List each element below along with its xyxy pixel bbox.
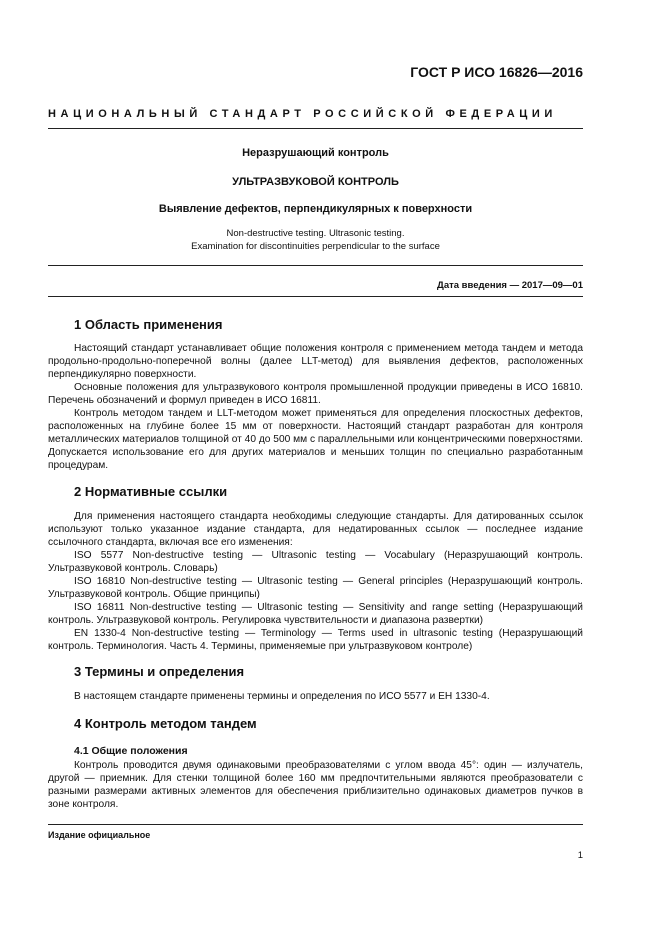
header-rule bbox=[48, 128, 583, 129]
edition-label: Издание официальное bbox=[48, 830, 151, 840]
reference-item: ISO 16811 Non-destructive testing — Ultrasonic testing — Sensitivity and range setting (Неразрушающий контроль. Ультразвуковой контроль. Регулировка чувствительности и диапазона развертки) bbox=[48, 602, 583, 626]
page-number: 1 bbox=[577, 850, 583, 861]
section-2-body bbox=[48, 510, 583, 653]
date-rule bbox=[48, 296, 583, 297]
title-line-3: Выявление дефектов, перпендикулярных к поверхности bbox=[158, 203, 473, 215]
paragraph: Для применения настоящего стандарта необходимы следующие стандарты. Для датированных ссылок используют только указанное издание стандарта, для недатированных ссылок — последнее издание ссылочного стандарта, включая все его изменения: bbox=[48, 511, 583, 548]
paragraph: Контроль проводится двумя одинаковыми преобразователями с углом ввода 45°: один — излучатель, другой — приемник. Для стенки толщиной более 160 мм предпочтительными являются преобразователи с разными размерами активных элементов для обеспечения приблизительно одинаковых диаметров пучков в зоне контроля. bbox=[48, 760, 583, 810]
paragraph: Контроль методом тандем и LLT-методом может применяться для определения плоскостных дефектов, расположенных на глубине более 15 мм от поверхности. Настоящий стандарт разработан для контроля металлических материалов толщиной от 40 до 500 мм с параллельными или концентрическими поверхностями. Допускается использование его для других материалов и меньших толщин по специально разработанным процедурам. bbox=[48, 408, 584, 471]
national-standard-banner: НАЦИОНАЛЬНЫЙ СТАНДАРТ РОССИЙСКОЙ ФЕДЕРАЦИИ bbox=[48, 108, 557, 120]
english-title-line-2: Examination for discontinuities perpendicular to the surface bbox=[191, 241, 440, 252]
title-line-1: Неразрушающий контроль bbox=[242, 147, 389, 159]
paragraph: Настоящий стандарт устанавливает общие положения контроля с применением метода тандем и метода продольно-продольно-поперечной волны (далее LLT-метод) для выявления дефектов, расположенных перпендикулярно поверхности. bbox=[48, 343, 583, 380]
footer-rule bbox=[48, 824, 583, 825]
introduction-date: Дата введения — 2017—09—01 bbox=[437, 280, 583, 291]
title-rule bbox=[48, 265, 583, 266]
document-number: ГОСТ Р ИСО 16826—2016 bbox=[410, 64, 583, 80]
subsection-4-1-heading: 4.1 Общие положения bbox=[74, 745, 188, 757]
reference-item: ISO 5577 Non-destructive testing — Ultrasonic testing — Vocabulary (Неразрушающий контроль. Ультразвуковой контроль. Словарь) bbox=[48, 550, 583, 574]
paragraph: Основные положения для ультразвукового контроля промышленной продукции приведены в ИСО 16810. Перечень обозначений и формул приведен в ИСО 16811. bbox=[48, 382, 583, 406]
section-2-heading: 2 Нормативные ссылки bbox=[74, 484, 228, 499]
section-3-body bbox=[48, 690, 583, 703]
section-1-body bbox=[48, 342, 583, 472]
section-4-body bbox=[48, 759, 583, 811]
section-1-heading: 1 Область применения bbox=[74, 317, 223, 332]
reference-item: EN 1330-4 Non-destructive testing — Terminology — Terms used in ultrasonic testing (Неразрушающий контроль. Терминология. Часть 4. Термины, применяемые при ультразвуковом контроле) bbox=[48, 628, 583, 652]
section-3-heading: 3 Термины и определения bbox=[74, 664, 245, 679]
paragraph: В настоящем стандарте применены термины и определения по ИСО 5577 и ЕН 1330-4. bbox=[74, 691, 490, 702]
english-title-line-1: Non-destructive testing. Ultrasonic testing. bbox=[226, 228, 405, 239]
reference-item: ISO 16810 Non-destructive testing — Ultrasonic testing — General principles (Неразрушающий контроль. Ультразвуковой контроль. Общие принципы) bbox=[48, 576, 583, 600]
section-4-heading: 4 Контроль методом тандем bbox=[74, 716, 257, 731]
title-line-2: УЛЬТРАЗВУКОВОЙ КОНТРОЛЬ bbox=[232, 176, 399, 188]
